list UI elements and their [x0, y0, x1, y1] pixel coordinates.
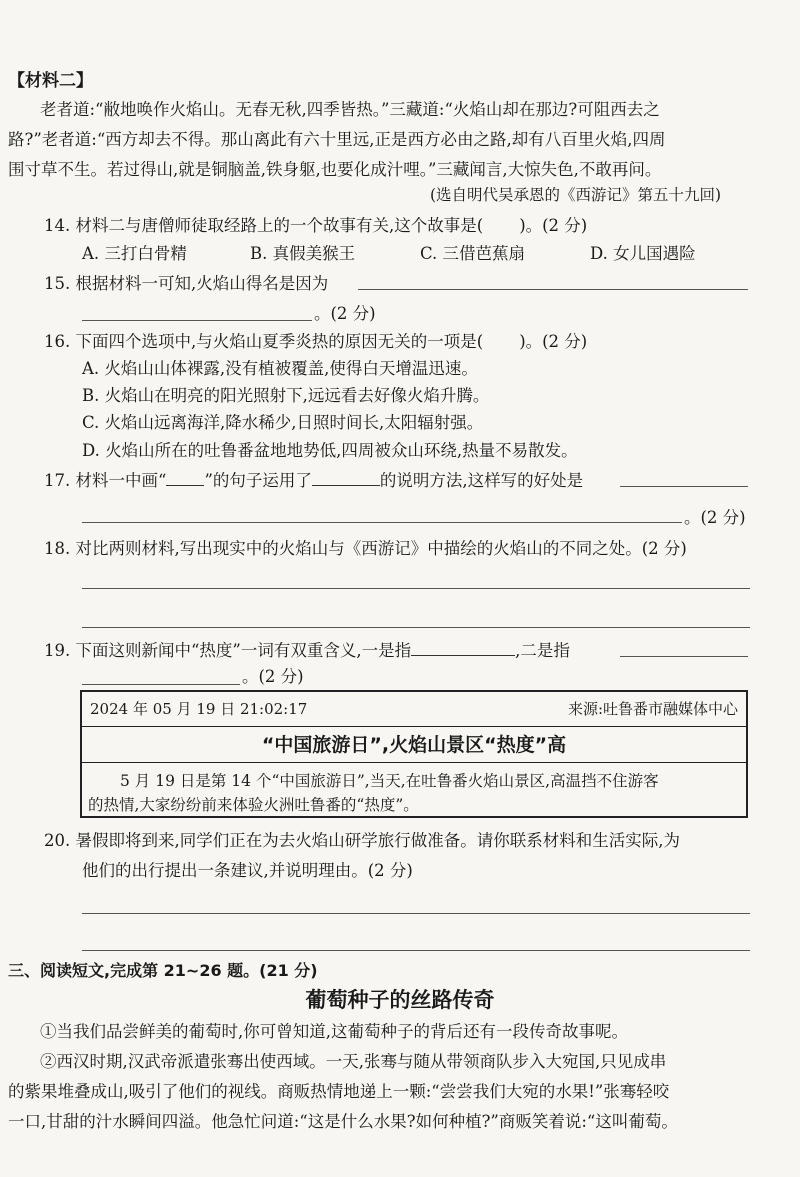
material-text-line: 围寸草不生。若过得山,就是铜脑盖,铁身躯,也要化成汁哩。”三藏闻言,大惊失色,不敢再问。: [8, 160, 662, 179]
question-text: ”的句子运用了: [204, 471, 312, 490]
answer-line[interactable]: [82, 627, 750, 628]
material-text-line: 路?”老者道:“西方却去不得。那山离此有六十里远,正是西方必由之路,却有八百里火焰,四周: [8, 130, 666, 149]
question-19: [44, 637, 570, 661]
section-heading: 三、阅读短文,完成第 21~26 题。(21 分): [8, 961, 318, 980]
article-line: ②西汉时期,汉武帝派遣张骞出使西域。一天,张骞与随从带领商队步入大宛国,只见成串: [40, 1052, 667, 1071]
news-body-line: 的热情,大家纷纷前来体验火洲吐鲁番的“热度”。: [88, 796, 419, 814]
answer-line[interactable]: [82, 950, 750, 951]
question-number: 20.: [44, 831, 71, 850]
answer-blank[interactable]: [166, 484, 204, 486]
article-line: ①当我们品尝鲜美的葡萄时,你可曾知道,这葡萄种子的背后还有一段传奇故事呢。: [40, 1022, 628, 1041]
answer-line[interactable]: [82, 522, 682, 523]
answer-line[interactable]: [82, 588, 750, 589]
option-a[interactable]: A. 三打白骨精: [82, 244, 187, 263]
news-datetime: 2024 年 05 月 19 日 21:02:17: [90, 700, 308, 718]
question-end: 。(2 分): [684, 508, 746, 527]
answer-line[interactable]: [82, 913, 750, 914]
answer-line[interactable]: [358, 289, 748, 290]
question-text: 暑假即将到来,同学们正在为去火焰山研学旅行做准备。请你联系材料和生活实际,为: [75, 831, 680, 850]
question-number: 15.: [44, 274, 71, 293]
answer-blank[interactable]: [312, 484, 380, 486]
option-a[interactable]: A. 火焰山山体裸露,没有植被覆盖,使得白天增温迅速。: [82, 359, 478, 378]
option-d[interactable]: D. 女儿国遇险: [590, 244, 696, 263]
question-15: [44, 270, 328, 294]
answer-line[interactable]: [82, 684, 240, 685]
option-c[interactable]: C. 三借芭蕉扇: [420, 244, 526, 263]
answer-line[interactable]: [82, 320, 312, 321]
question-14: [44, 212, 587, 236]
divider: [82, 726, 746, 727]
option-d[interactable]: D. 火焰山所在的吐鲁番盆地地势低,四周被众山环绕,热量不易散发。: [82, 441, 578, 460]
question-text: 的说明方法,这样写的好处是: [379, 471, 584, 490]
article-line: 的紫果堆叠成山,吸引了他们的视线。商贩热情地递上一颗:“尝尝我们大宛的水果!”张骞轻咬: [8, 1082, 670, 1101]
question-stem-end: )。(2 分): [519, 332, 588, 351]
question-stem-end: )。(2 分): [519, 216, 588, 235]
article-title: 葡萄种子的丝路传奇: [305, 988, 495, 1012]
question-17: [44, 467, 583, 491]
option-b[interactable]: B. 火焰山在明亮的阳光照射下,远远看去好像火焰升腾。: [82, 386, 490, 405]
material-heading: 【材料二】: [8, 71, 93, 91]
question-16: [44, 328, 587, 352]
answer-blank[interactable]: [411, 654, 515, 656]
question-number: 14.: [44, 216, 71, 235]
question-stem: 材料二与唐僧师徒取经路上的一个故事有关,这个故事是(: [75, 216, 484, 235]
question-text: ,二是指: [515, 641, 570, 660]
question-18: [44, 535, 687, 559]
question-20: [44, 827, 680, 851]
question-end: 。(2 分): [242, 667, 304, 686]
question-stem: 根据材料一可知,火焰山得名是因为: [75, 274, 329, 293]
question-end: 。(2 分): [314, 304, 376, 323]
question-text: 材料一中画“: [75, 471, 167, 490]
question-text: 下面这则新闻中“热度”一词有双重含义,一是指: [75, 641, 412, 660]
article-line: 一口,甘甜的汁水瞬间四溢。他急忙问道:“这是什么水果?如何种植?”商贩笑着说:“这叫葡萄。: [8, 1112, 678, 1131]
news-body-line: 5 月 19 日是第 14 个“中国旅游日”,当天,在吐鲁番火焰山景区,高温挡不住游客: [120, 772, 659, 790]
news-source: 来源:吐鲁番市融媒体中心: [567, 700, 738, 718]
answer-line[interactable]: [620, 656, 748, 657]
divider: [82, 762, 746, 763]
question-number: 19.: [44, 641, 71, 660]
option-c[interactable]: C. 火焰山远离海洋,降水稀少,日照时间长,太阳辐射强。: [82, 413, 484, 432]
material-source: (选自明代吴承恩的《西游记》第五十九回): [430, 186, 722, 204]
question-text: 他们的出行提出一条建议,并说明理由。(2 分): [82, 861, 413, 880]
answer-line[interactable]: [620, 486, 748, 487]
question-stem: 下面四个选项中,与火焰山夏季炎热的原因无关的一项是(: [75, 332, 484, 351]
question-number: 18.: [44, 539, 71, 558]
option-b[interactable]: B. 真假美猴王: [250, 244, 356, 263]
news-headline: “中国旅游日”,火焰山景区“热度”高: [261, 734, 567, 756]
news-box: [80, 690, 748, 818]
question-number: 17.: [44, 471, 71, 490]
material-text-line: 老者道:“敝地唤作火焰山。无春无秋,四季皆热。”三藏道:“火焰山却在那边?可阻西去之: [40, 100, 660, 119]
question-stem: 对比两则材料,写出现实中的火焰山与《西游记》中描绘的火焰山的不同之处。(2 分): [75, 539, 687, 558]
question-number: 16.: [44, 332, 71, 351]
